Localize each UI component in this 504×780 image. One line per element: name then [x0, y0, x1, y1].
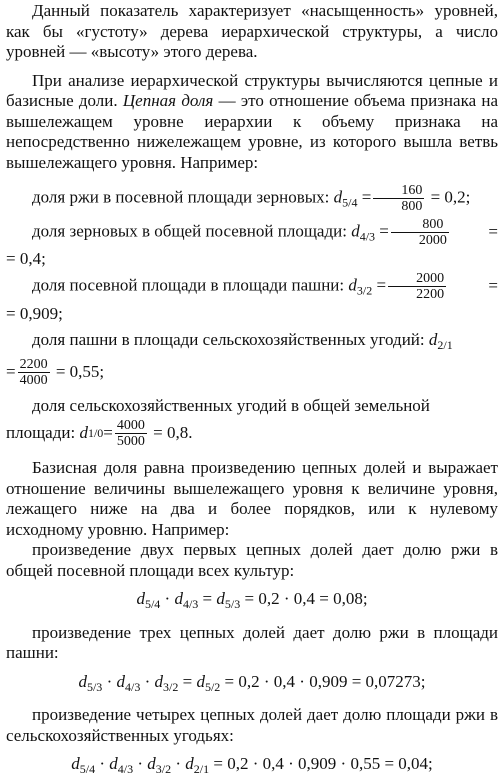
paragraph-intro: Данный показатель характеризует «насыщенность» уровней, как бы «густоту» дерева иерархической структуры, а число уровней — «высоту» этого дерева. [6, 1, 498, 61]
paragraph-chain-share [6, 71, 498, 174]
example-text: доля ржи в посевной площади зерновых: [32, 186, 330, 206]
example-arable-agri-formula: = $\frac{2200}{4000}$ = 0,55; [6, 357, 105, 388]
formula-two-shares: $d_{5/4} \cdot d_{4/3} = d_{5/3} = 0,2 \cdot 0,4 = 0,08$; [136, 589, 368, 611]
example-grain-sown: доля зерновых в общей посевной площади: $d_{4/3}$ = $\frac{800}{2000}$ = [32, 216, 498, 248]
example-text: доля посевной площади в площади пашни: [32, 275, 345, 295]
example-agri-land-formula: площади: d 1/0 = $\frac{4000}{5000}$ = 0,8. [6, 417, 193, 449]
fraction: $\frac{2200}{4000}$ [19, 357, 48, 388]
paragraph-base-share: Базисная доля равна произведению цепных долей и выражает отношение величины вышележащего уровня к величине уровня, лежащего ниже на два и более порядков, или к нулевому исходному уровню. Например: [6, 458, 498, 539]
example-rye-grain: доля ржи в посевной площади зерновых: $d_{5/4}$ = $\frac{160}{800}$ = 0,2; [32, 182, 471, 214]
fraction: $\frac{160}{800}$ [373, 183, 424, 214]
example-text: доля пашни в площади сельскохозяйственных угодий: [32, 330, 425, 349]
formula-four-shares: $d_{5/4} \cdot d_{4/3} \cdot d_{3/2} \cdot d_{2/1} = 0,2 \cdot 0,4 \cdot 0,909 \cdot 0,55 = 0,04$; [71, 754, 433, 776]
example-arable-agri: доля пашни в площади сельскохозяйственных угодий: $d_{2/1}$ [32, 330, 453, 352]
chain-share-term: Цепная доля [122, 91, 214, 110]
fraction: $\frac{4000}{5000}$ [116, 417, 145, 449]
paragraph-two-shares: произведение двух первых цепных долей дает долю ржи в общей посевной площади всех культур: [6, 540, 498, 580]
fraction: $\frac{2000}{2200}$ [388, 271, 446, 302]
chain-text-b: — это отношение объема признака на вышележащем уровне иерархии к объему признака на непосредственно нижележащем уровне, из которого вышла ветвь вышележащего уровня. Например: [6, 91, 499, 172]
paragraph-three-shares: произведение трех цепных долей дает долю ржи в площади пашни: [6, 622, 498, 662]
chain-text-a: При анализе иерархической структуры вычисляются цепные и базисные доли. [6, 70, 498, 110]
example-sown-arable-result: = 0,909; [6, 303, 63, 323]
example-grain-sown-result: = 0,4; [6, 249, 46, 268]
example-sown-arable: доля посевной площади в площади пашни: $d_{3/2}$ = $\frac{2000}{2200}$ = [32, 271, 498, 302]
paragraph-four-shares: произведение четырех цепных долей дает долю площади ржи в сельскохозяйственных угодьях: [6, 705, 498, 745]
formula-three-shares: $d_{5/3} \cdot d_{4/3} \cdot d_{3/2} = d_{5/2} = 0,2 \cdot 0,4 \cdot 0,909 = 0,07273$; [78, 671, 426, 694]
example-text: доля зерновых в общей посевной площади: [32, 220, 347, 240]
example-agri-land: доля сельскохозяйственных угодий в общей земельной [32, 395, 430, 415]
fraction: $\frac{800}{2000}$ [391, 217, 449, 248]
